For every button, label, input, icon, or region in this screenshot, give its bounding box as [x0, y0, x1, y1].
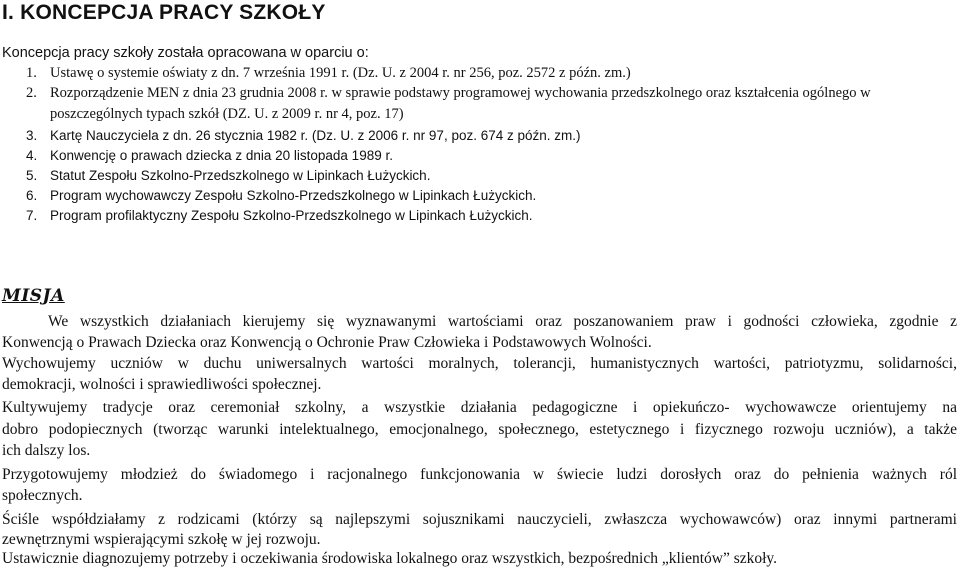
- mission-line: ich dalszy los.: [2, 442, 91, 459]
- intro-text: Koncepcja pracy szkoły została opracowana w oparciu o:: [2, 45, 369, 61]
- list-item-text: Program wychowawczy Zespołu Szkolno-Przedszkolnego w Lipinkach Łużyckich.: [50, 188, 537, 203]
- mission-line: demokracji, wolności i sprawiedliwości społecznej.: [2, 376, 322, 393]
- list-item-text: Rozporządzenie MEN z dnia 23 grudnia 2008 r. w sprawie podstawy programowej wychowania przedszkolnego oraz kształcenia ogólnego w: [50, 85, 871, 101]
- mission-line: Ustawicznie diagnozujemy potrzeby i oczekiwania środowiska lokalnego oraz wszystkich, bezpośrednich „klientów” szkoły.: [2, 550, 778, 567]
- list-item-number: 5.: [26, 168, 38, 183]
- list-item-number: 2.: [26, 85, 37, 101]
- list-item-text: Program profilaktyczny Zespołu Szkolno-Przedszkolnego w Lipinkach Łużyckich.: [50, 208, 533, 223]
- list-item-text: Kartę Nauczyciela z dn. 26 stycznia 1982 r. (Dz. U. z 2006 r. nr 97, poz. 674 z późn. zm.): [50, 128, 581, 143]
- section-heading: I. KONCEPCJA PRACY SZKOŁY: [2, 1, 326, 24]
- list-item-number: 3.: [26, 128, 38, 143]
- list-item-number: 4.: [26, 148, 38, 163]
- list-item-number: 6.: [26, 188, 38, 203]
- mission-line: Ściśle współdziałamy z rodzicami (którzy są najlepszymi sojusznikami nauczycieli, zwłaszcza wychowawców) oraz innymi partnerami: [2, 511, 957, 528]
- list-item-number: 7.: [26, 208, 38, 223]
- mission-line: dobro podopiecznych (tworząc warunki intelektualnego, emocjonalnego, społecznego, estetycznego i fizycznego rozwoju uczniów), a także: [2, 421, 957, 438]
- mission-line: Kultywujemy tradycje oraz ceremoniał szkolny, a wszystkie działania pedagogiczne i opiekuńczo- wychowawcze orientujemy na: [2, 399, 957, 416]
- mission-line: Przygotowujemy młodzież do świadomego i racjonalnego funkcjonowania w świecie ludzi dorosłych oraz do pełnienia ważnych ról: [2, 466, 957, 483]
- list-item-number: 1.: [26, 65, 37, 81]
- mission-line: Wychowujemy uczniów w duchu uniwersalnych wartości moralnych, tolerancji, humanistycznych wartości, patriotyzmu, solidarności,: [2, 355, 957, 372]
- mission-line: społecznych.: [2, 487, 83, 504]
- mission-heading: MISJA: [2, 286, 65, 306]
- list-item-text: Statut Zespołu Szkolno-Przedszkolnego w Lipinkach Łużyckich.: [50, 168, 431, 183]
- mission-line: We wszystkich działaniach kierujemy się wyznawanymi wartościami oraz poszanowaniem praw i godności człowieka, zgodnie z: [48, 313, 957, 330]
- list-item-text-continued: poszczególnych typach szkół (DZ. U. z 2009 r. nr 4, poz. 17): [50, 106, 404, 122]
- mission-line: Konwencją o Prawach Dziecka oraz Konwencją o Ochronie Praw Człowieka i Podstawowych Wolności.: [2, 334, 652, 351]
- mission-line: zewnętrznymi wspierającymi szkołę w jej rozwoju.: [2, 531, 321, 548]
- list-item-text: Ustawę o systemie oświaty z dn. 7 września 1991 r. (Dz. U. z 2004 r. nr 256, poz. 2572 z późn. zm.): [50, 65, 631, 81]
- list-item-text: Konwencję o prawach dziecka z dnia 20 listopada 1989 r.: [50, 148, 393, 163]
